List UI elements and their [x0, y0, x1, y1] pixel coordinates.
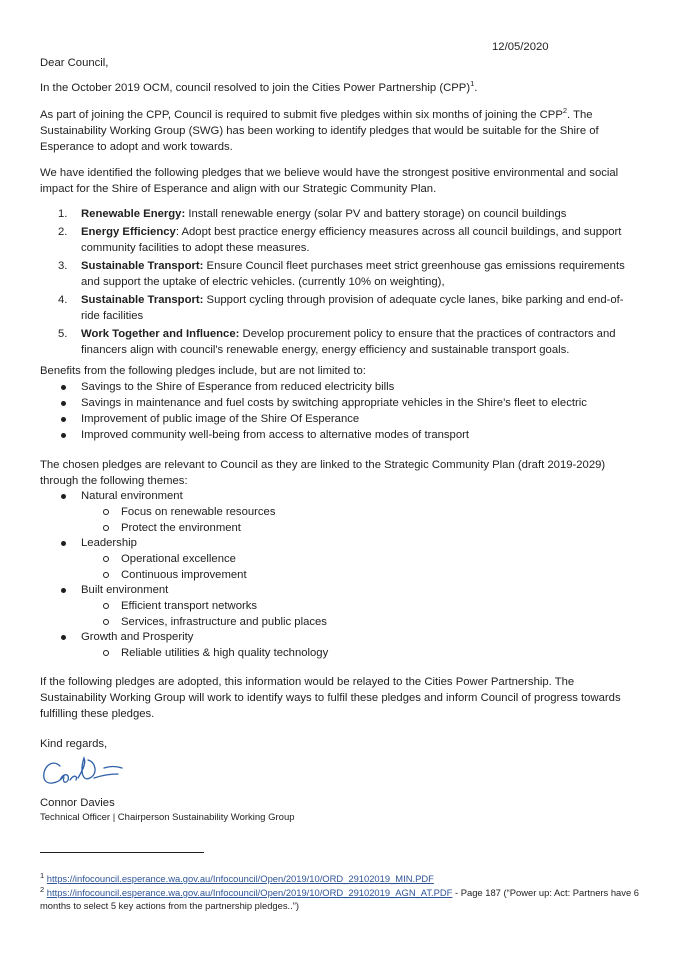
hollow-bullet-icon	[103, 556, 109, 562]
pledge-number: 2.	[58, 226, 68, 238]
paragraph-ocm-text: In the October 2019 OCM, council resolved to join the Cities Power Partnership (CPP)	[40, 82, 471, 94]
hollow-bullet-icon	[103, 650, 109, 656]
subtheme-text: Protect the environment	[121, 522, 241, 534]
bullet-icon	[61, 541, 66, 546]
themes-list	[40, 488, 640, 504]
benefit-item	[40, 427, 640, 443]
themes-intro: The chosen pledges are relevant to Council as they are linked to the Strategic Community Plan (draft 2019-2029) through the following themes:	[40, 459, 606, 487]
pledge-number: 4.	[58, 294, 68, 306]
hollow-bullet-icon	[103, 525, 109, 531]
benefit-text: Improved community well-being from access to alternative modes of transport	[81, 429, 470, 441]
footnote-2	[40, 886, 660, 912]
benefits-list	[40, 379, 640, 443]
footnote-mark: 2	[40, 884, 45, 894]
pledge-item	[40, 224, 640, 256]
theme-item	[40, 582, 640, 598]
bullet-icon	[61, 433, 66, 438]
pledge-title: Sustainable Transport:	[81, 294, 204, 306]
paragraph-identified: We have identified the following pledges that we believe would have the strongest positive environmental and social impact for the Shire of Esperance and align with our Strategic Community Plan.	[40, 167, 619, 195]
signature-image	[38, 752, 138, 792]
pledge-item	[40, 206, 640, 222]
theme-name: Growth and Prosperity	[81, 631, 194, 643]
subtheme-item	[40, 598, 640, 614]
pledge-text: : Adopt best practice energy efficiency measures across all council buildings, and support community facilities to adopt these measures.	[81, 226, 622, 254]
pledge-number: 1.	[58, 208, 68, 220]
bullet-icon	[61, 401, 66, 406]
pledge-item	[40, 292, 640, 324]
benefit-item	[40, 379, 640, 395]
pledge-item	[40, 258, 640, 290]
theme-item	[40, 535, 640, 551]
paragraph-ocm-end: .	[474, 82, 478, 94]
letter-date: 12/05/2020	[492, 41, 549, 53]
footnote-link-2[interactable]: https://infocouncil.esperance.wa.gov.au/Infocouncil/Open/2019/10/ORD_29102019_AGN_AT.PDF	[46, 887, 453, 898]
bullet-icon	[61, 588, 66, 593]
subtheme-item	[40, 614, 640, 630]
hollow-bullet-icon	[103, 619, 109, 625]
theme-item	[40, 629, 640, 645]
paragraph-ocm	[40, 80, 640, 96]
theme-subthemes	[40, 598, 640, 630]
bullet-icon	[61, 494, 66, 499]
theme-name: Built environment	[81, 584, 169, 596]
signature-stroke	[44, 758, 122, 783]
subtheme-text: Continuous improvement	[121, 569, 247, 581]
signoff: Kind regards,	[40, 738, 108, 750]
subtheme-text: Reliable utilities & high quality technology	[121, 647, 329, 659]
hollow-bullet-icon	[103, 509, 109, 515]
pledge-number: 5.	[58, 328, 68, 340]
subtheme-text: Efficient transport networks	[121, 600, 258, 612]
subtheme-text: Focus on renewable resources	[121, 506, 276, 518]
benefit-item	[40, 395, 640, 411]
benefit-item	[40, 411, 640, 427]
subtheme-item	[40, 567, 640, 583]
pledge-title: Energy Efficiency	[81, 226, 176, 238]
bullet-icon	[61, 635, 66, 640]
paragraph-cpp	[40, 107, 640, 155]
subtheme-item	[40, 551, 640, 567]
theme-item	[40, 488, 640, 504]
theme-subthemes	[40, 645, 640, 661]
themes-list	[40, 629, 640, 645]
footnote-1	[40, 872, 660, 885]
benefits-intro: Benefits from the following pledges include, but are not limited to:	[40, 365, 366, 377]
theme-name: Natural environment	[81, 490, 183, 502]
closing-paragraph: If the following pledges are adopted, this information would be relayed to the Cities Power Partnership. The Sustainability Working Group will work to identify ways to fulfil these pledges and inform Council of progress towards fulfilling these pledges.	[40, 676, 621, 720]
signer-name: Connor Davies	[40, 797, 115, 809]
bullet-icon	[61, 385, 66, 390]
pledge-text: Ensure Council fleet purchases meet strict greenhouse gas emissions requirements and support the uptake of electric vehicles. (currently 10% on weighting),	[81, 260, 625, 288]
pledge-list	[40, 206, 640, 358]
subtheme-text: Operational excellence	[121, 553, 236, 565]
subtheme-item	[40, 504, 640, 520]
bullet-icon	[61, 417, 66, 422]
signer-title: Technical Officer | Chairperson Sustainability Working Group	[40, 812, 295, 823]
footnote-ref-2[interactable]: 2	[562, 106, 568, 116]
footnote-divider	[40, 852, 204, 853]
subtheme-text: Services, infrastructure and public places	[121, 616, 327, 628]
subtheme-item	[40, 520, 640, 536]
salutation: Dear Council,	[40, 57, 109, 69]
paragraph-cpp-text: As part of joining the CPP, Council is required to submit five pledges within six months of joining the CPP	[40, 109, 563, 121]
footnote-note: - Page 187 (“Power up: Act: Partners have 6 months to select 5 key actions from the partnership pledges..”)	[40, 887, 639, 911]
benefit-text: Improvement of public image of the Shire Of Esperance	[81, 413, 360, 425]
theme-subthemes	[40, 504, 640, 536]
theme-name: Leadership	[81, 537, 137, 549]
pledge-title: Work Together and Influence:	[81, 328, 240, 340]
benefit-text: Savings in maintenance and fuel costs by switching appropriate vehicles in the Shire’s fleet to electric	[81, 397, 587, 409]
pledge-item	[40, 326, 640, 358]
subtheme-item	[40, 645, 640, 661]
pledge-title: Renewable Energy:	[81, 208, 186, 220]
pledge-number: 3.	[58, 260, 68, 272]
themes-list	[40, 535, 640, 551]
hollow-bullet-icon	[103, 572, 109, 578]
hollow-bullet-icon	[103, 603, 109, 609]
footnote-ref-1[interactable]: 1	[470, 79, 475, 89]
pledge-text: Develop procurement policy to ensure that the practices of contractors and financers align with council's renewable energy, energy efficiency and sustainable transport goals.	[81, 328, 616, 356]
benefit-text: Savings to the Shire of Esperance from reduced electricity bills	[81, 381, 395, 393]
theme-subthemes	[40, 551, 640, 583]
pledge-text: Install renewable energy (solar PV and battery storage) on council buildings	[185, 208, 567, 220]
pledge-text: Support cycling through provision of adequate cycle lanes, bike parking and end-of-ride facilities	[81, 294, 624, 322]
paragraph-cpp-rest: . The Sustainability Working Group (SWG) has been working to identify pledges that would be suitable for the Shire of Esperance to adopt and work towards.	[40, 109, 599, 153]
themes-list	[40, 582, 640, 598]
footnote-link-1[interactable]: https://infocouncil.esperance.wa.gov.au/Infocouncil/Open/2019/10/ORD_29102019_MIN.PDF	[46, 873, 434, 884]
pledge-title: Sustainable Transport:	[81, 260, 204, 272]
footnote-mark: 1	[40, 870, 45, 880]
